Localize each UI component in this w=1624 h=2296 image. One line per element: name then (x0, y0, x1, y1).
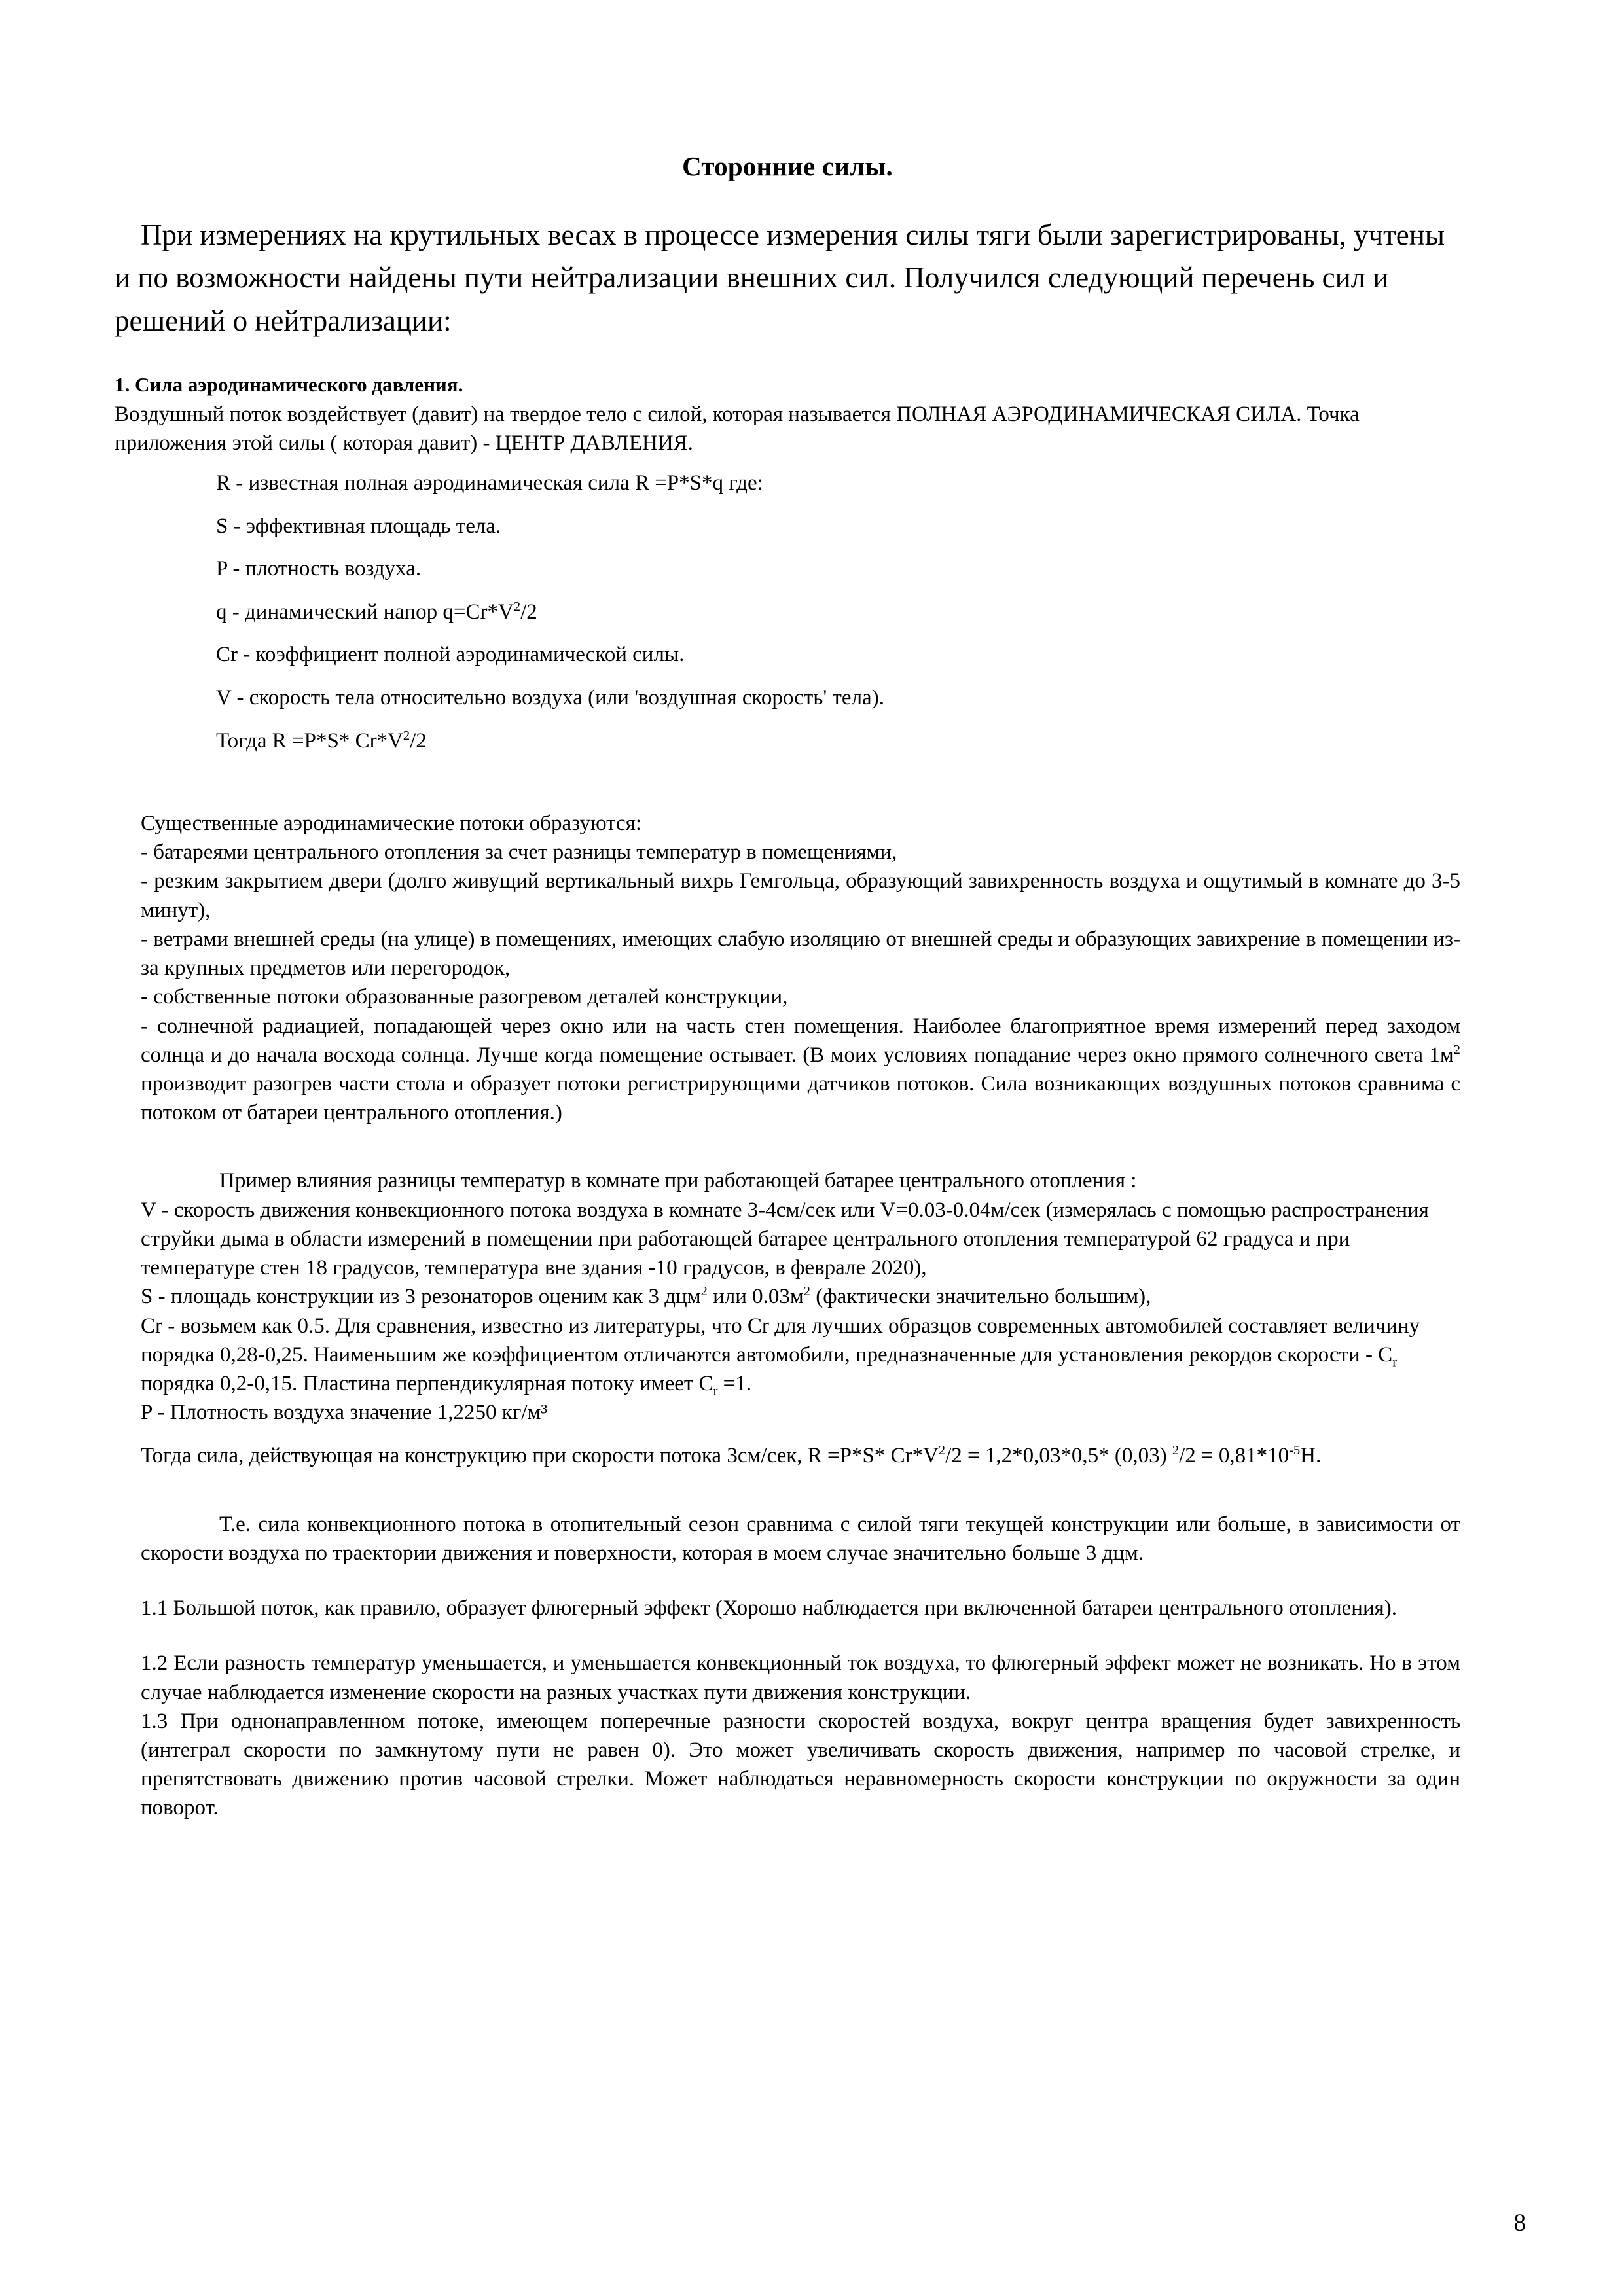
result-exponent-3: -5 (1289, 1443, 1301, 1458)
definition-item-p: P - плотность воздуха. (216, 557, 422, 581)
example-block (141, 1166, 1460, 1470)
spacer (141, 1623, 1460, 1649)
note-1-3: 1.3 При однонаправленном потоке, имеющем поперечные разности скоростей воздуха, вокруг центра вращения будет завихренность (интеграл скорости по замкнутому пути не равен 0). Это может увеличивать скорость движения, например по часовой стрелке, и препятствовать движению против часовой стрелки. Может наблюдаться неравномерность скорости конструкции по окружности за один поворот. (141, 1709, 1460, 1820)
then-suffix: /2 (410, 728, 427, 753)
definition-item-r: R - известная полная аэродинамическая сила R =P*S*q где: (216, 471, 763, 495)
s-line-exponent-1: 2 (700, 1284, 708, 1299)
flows-item-solar (141, 1012, 1460, 1128)
spacer (115, 770, 1460, 809)
conclusion-paragraph: Т.е. сила конвекционного потока в отопительный сезон сравнима с силой тяги текущей конструкции или больше, в зависимости от скорости воздуха по траектории движения и поверхности, которая в моем случае значительно больше 3 дцм. (141, 1512, 1460, 1565)
result-part2: /2 = 1,2*0,03*0,5* (0,03) (945, 1444, 1172, 1468)
flows-item-3: - ветрами внешней среды (на улице) в помещениях, имеющих слабую изоляцию от внешней среды и образующих завихрение в помещении из-за крупных предметов или перегородок, (141, 927, 1460, 980)
result-part1: Тогда сила, действующая на конструкцию при скорости потока 3см/сек, R =P*S* Cr*V (141, 1444, 939, 1468)
then-prefix: Тогда R =P*S* Cr*V (216, 728, 403, 753)
result-exponent-2: 2 (1172, 1443, 1180, 1458)
definition-item-cr: Cr - коэффициент полной аэродинамической силы. (216, 643, 685, 667)
flows-item-2: - резким закрытием двери (долго живущий вертикальный вихрь Гемгольца, образующий завихренность воздуха и ощутимый в комнате до 3-5 минут), (141, 869, 1460, 922)
example-lead: Пример влияния разницы температур в комнате при работающей батарее центрального отопления : (219, 1169, 1137, 1193)
definition-item-q (216, 598, 1460, 627)
then-exponent: 2 (403, 728, 410, 743)
result-part4: Н. (1300, 1444, 1322, 1468)
result-part3: /2 = 0,81*10 (1179, 1444, 1290, 1468)
example-v-line: V - скорость движения конвекционного потока воздуха в комнате 3-4см/сек или V=0.03-0.04м/сек (измерялась с помощью распространения струйки дыма в области измерений в помещении при работающей батарее центрального отопления температурой 62 градуса и при температуре стен 18 градусов, температура вне здания -10 градусов, в феврале 2020), (141, 1198, 1429, 1280)
page-number: 8 (1513, 2210, 1526, 2236)
cr-line-part2: порядка 0,2-0,15. Пластина перпендикулярная потоку имеет C (141, 1371, 713, 1395)
s-line-exponent-2: 2 (803, 1284, 810, 1299)
cr-line-sub-1: r (1392, 1355, 1398, 1370)
example-s-line (141, 1282, 1460, 1311)
definition-item-v: V - скорость тела относительно воздуха (или 'воздушная скорость' тела). (216, 685, 884, 709)
spacer (141, 1427, 1460, 1441)
note-1-2: 1.2 Если разность температур уменьшается, и уменьшается конвекционный ток воздуха, то флюгерный эффект может не возникать. Но в этом случае наблюдается изменение скорости на разных участках пути движения конструкции. (141, 1651, 1460, 1704)
cr-line-sub-2: r (713, 1384, 718, 1399)
flows-item-4: - собственные потоки образованные разогревом деталей конструкции, (141, 985, 788, 1009)
flows-block (141, 809, 1460, 1127)
definition-q-exponent: 2 (513, 599, 521, 614)
definition-item-s: S - эффективная площадь тела. (216, 514, 501, 538)
example-cr-line (141, 1312, 1460, 1399)
conclusion-block (141, 1510, 1460, 1823)
example-p-line: P - Плотность воздуха значение 1,2250 кг/м³ (141, 1401, 548, 1425)
s-line-part2: или 0.03м (707, 1285, 804, 1309)
flows-item-1: - батареями центрального отопления за счет разницы температур в помещениями, (141, 840, 897, 865)
flows-lead: Существенные аэродинамические потоки образуются: (141, 812, 641, 836)
section-1-heading: 1. Сила аэродинамического давления. (115, 372, 463, 396)
intro-paragraph: При измерениях на крутильных весах в процессе измерения силы тяги были зарегистрированы, учтены и по возможности найдены пути нейтрализации внешних сил. Получился следующий перечень сил и решений о нейтрализации: (115, 219, 1445, 337)
spacer (115, 1127, 1460, 1166)
result-exponent-1: 2 (938, 1443, 946, 1458)
solar-exponent: 2 (1453, 1042, 1460, 1057)
note-1-1: 1.1 Большой поток, как правило, образует флюгерный эффект (Хорошо наблюдается при включенной батареи центрального отопления). (141, 1596, 1398, 1621)
s-line-part1: S - площадь конструкции из 3 резонаторов оценим как 3 дцм (141, 1285, 701, 1309)
page-title: Сторонние силы. (682, 151, 893, 181)
definitions-list (115, 469, 1460, 755)
cr-line-part3: =1. (717, 1371, 751, 1395)
definition-q-suffix: /2 (520, 600, 537, 624)
definition-q-prefix: q - динамический напор q=Cr*V (216, 600, 514, 624)
definition-item-then (216, 727, 1460, 756)
solar-text-part1: - солнечной радиацией, попадающей через окно или на часть стен помещения. Наиболее благоприятное время измерений перед заходом солнца и до начала восхода солнца. Лучше когда помещение остывает. (В моих условиях попадание через окно прямого солнечного света 1м (141, 1014, 1460, 1067)
spacer (141, 1568, 1460, 1594)
section-1-paragraph: Воздушный поток воздействует (давит) на твердое тело с силой, которая называется ПОЛНАЯ АЭРОДИНАМИЧЕСКАЯ СИЛА. Точка приложения этой силы ( которая давит) - ЦЕНТР ДАВЛЕНИЯ. (115, 402, 1360, 455)
solar-text-part2: производит разогрев части стола и образует потоки регистрирующими датчиков потоков. Сила возникающих воздушных потоков сравнима с потоком от батареи центрального отопления.) (141, 1072, 1460, 1125)
cr-line-part1: Cr - возьмем как 0.5. Для сравнения, известно из литературы, что Cr для лучших образцов современных автомобилей составляет величину порядка 0,28-0,25. Наименьшим же коэффициентом отличаются автомобили, предназначенные для установления рекордов скорости - C (141, 1314, 1420, 1367)
spacer (115, 1471, 1460, 1510)
s-line-part3: (фактически значительно большим), (810, 1285, 1151, 1309)
example-result-line (141, 1441, 1460, 1470)
